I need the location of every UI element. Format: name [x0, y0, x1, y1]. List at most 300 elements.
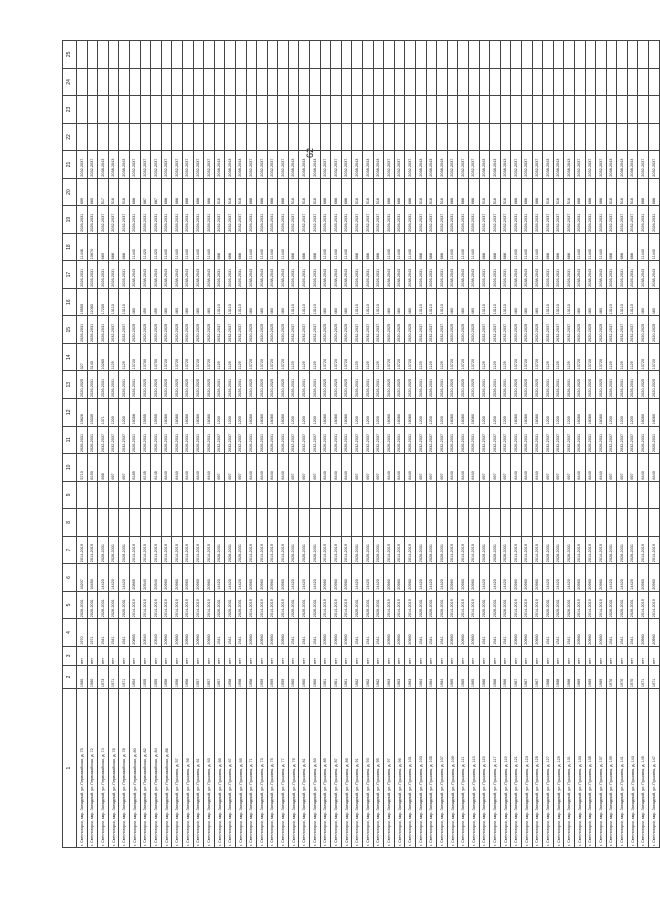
value-cell — [511, 509, 522, 537]
value-cell: 2032-2037 — [405, 151, 416, 179]
value-cell: 2032-2037 — [172, 151, 183, 179]
value-cell — [437, 96, 448, 124]
value-cell — [574, 96, 585, 124]
table-row — [193, 41, 204, 848]
value-cell: 2026-2031 — [140, 206, 151, 234]
value-cell — [617, 509, 628, 537]
year-cell: 1961 — [331, 665, 342, 688]
value-cell: 2014-2019 — [511, 591, 522, 619]
value-cell — [310, 509, 321, 537]
value-cell: 2032-2037 — [606, 426, 617, 454]
value-cell — [341, 509, 352, 537]
value-cell: 2020-2025 — [532, 371, 543, 399]
value-cell: 2020-2025 — [649, 316, 660, 344]
value-cell — [532, 68, 543, 96]
value-cell: 2014-2019 — [447, 591, 458, 619]
value-cell — [426, 41, 437, 69]
value-cell: 688 — [532, 178, 543, 206]
value-cell — [394, 123, 405, 151]
value-cell: 2014-2019 — [320, 536, 331, 564]
value-cell: 8440 — [394, 454, 405, 482]
column-number-cell: 17 — [63, 261, 77, 289]
value-cell: 13110 — [617, 288, 628, 316]
value-cell: 2032-2037 — [98, 426, 109, 454]
value-cell: 2014-2019 — [129, 591, 140, 619]
year-cell: 1965 — [447, 665, 458, 688]
value-cell: 688 — [161, 178, 172, 206]
value-cell: 2026-2031 — [394, 426, 405, 454]
value-cell: 2032-2037 — [490, 426, 501, 454]
value-cell — [638, 68, 649, 96]
status-cell: нет — [543, 646, 554, 665]
value-cell: 688 — [299, 233, 310, 261]
value-cell — [204, 68, 215, 96]
value-cell — [574, 41, 585, 69]
value-cell: 1541 — [108, 619, 119, 647]
value-cell: 688 — [437, 233, 448, 261]
value-cell: 2032-2037 — [479, 426, 490, 454]
column-number-row — [63, 41, 77, 848]
value-cell: 2026-2031 — [310, 371, 321, 399]
value-cell — [458, 41, 469, 69]
value-cell — [606, 96, 617, 124]
value-cell: 688 — [278, 178, 289, 206]
value-cell: 516 — [500, 178, 511, 206]
value-cell: 19559 — [77, 288, 88, 316]
value-cell: 688 — [193, 178, 204, 206]
value-cell: 8440 — [521, 454, 532, 482]
value-cell: 2032-2037 — [320, 151, 331, 179]
value-cell: 2026-2031 — [151, 206, 162, 234]
value-cell: 2020-2025 — [405, 316, 416, 344]
value-cell: 460 — [649, 288, 660, 316]
value-cell: 2032-2037 — [235, 206, 246, 234]
value-cell: 697 — [235, 454, 246, 482]
value-cell: 16060 — [511, 399, 522, 427]
value-cell: 516 — [606, 178, 617, 206]
value-cell: 2020-2025 — [193, 316, 204, 344]
value-cell: 1200 — [119, 399, 130, 427]
value-cell: 2026-2031 — [500, 591, 511, 619]
column-number-cell: 4 — [63, 619, 77, 647]
value-cell: 2038-2043 — [172, 261, 183, 289]
address-cell: г. Светлогорск, мкр. Западный, ул. Пушкина, д. 77 — [278, 689, 289, 848]
value-cell: 11440 — [585, 233, 596, 261]
value-cell: 2014-2019 — [257, 536, 268, 564]
value-cell: 2020-2025 — [394, 316, 405, 344]
value-cell: 2026-2031 — [77, 206, 88, 234]
value-cell: 1541 — [214, 619, 225, 647]
value-cell: 2014-2019 — [649, 591, 660, 619]
value-cell: 13720 — [521, 343, 532, 371]
status-cell: нет — [341, 646, 352, 665]
status-cell: нет — [87, 646, 98, 665]
value-cell: 2014-2019 — [140, 591, 151, 619]
value-cell — [363, 123, 374, 151]
value-cell: 2020-2025 — [468, 371, 479, 399]
value-cell: 2032-2037 — [214, 426, 225, 454]
value-cell — [119, 481, 130, 509]
value-cell — [426, 509, 437, 537]
value-cell: 13720 — [246, 343, 257, 371]
value-cell: 13110 — [373, 288, 384, 316]
value-cell: 13110 — [214, 288, 225, 316]
value-cell — [278, 481, 289, 509]
value-cell: 8440 — [384, 454, 395, 482]
value-cell — [437, 481, 448, 509]
value-cell: 2020-2025 — [182, 316, 193, 344]
value-cell: 20960 — [331, 564, 342, 592]
value-cell: 2026-2031 — [416, 371, 427, 399]
value-cell: 516 — [437, 178, 448, 206]
value-cell: 2032-2037 — [553, 426, 564, 454]
address-cell: г. Светлогорск, мкр. Западный, ул. Пушкина, д. 101 — [405, 689, 416, 848]
value-cell — [151, 481, 162, 509]
value-cell: 2032-2037 — [627, 426, 638, 454]
value-cell: 2032-2037 — [257, 151, 268, 179]
value-cell: 8440 — [246, 454, 257, 482]
value-cell — [521, 96, 532, 124]
value-cell: 2026-2031 — [479, 536, 490, 564]
value-cell: 2038-2043 — [384, 261, 395, 289]
value-cell — [416, 481, 427, 509]
value-cell: 14420 — [564, 564, 575, 592]
value-cell: 14420 — [617, 564, 628, 592]
value-cell: 2038-2043 — [617, 151, 628, 179]
value-cell: 8440 — [447, 454, 458, 482]
value-cell: 13110 — [627, 288, 638, 316]
value-cell: 2032-2037 — [108, 316, 119, 344]
value-cell: 2038-2043 — [532, 261, 543, 289]
value-cell: 2026-2031 — [490, 536, 501, 564]
value-cell — [288, 481, 299, 509]
value-cell: 460 — [257, 288, 268, 316]
value-cell — [182, 123, 193, 151]
value-cell: 2038-2043 — [288, 151, 299, 179]
value-cell: 2026-2031 — [426, 536, 437, 564]
status-cell: нет — [278, 646, 289, 665]
value-cell — [617, 123, 628, 151]
value-cell: 2038-2043 — [511, 261, 522, 289]
value-cell: 2032-2037 — [352, 206, 363, 234]
value-cell: 1200 — [490, 399, 501, 427]
value-cell: 14420 — [108, 564, 119, 592]
value-cell: 2014-2019 — [246, 536, 257, 564]
value-cell — [151, 123, 162, 151]
value-cell: 688 — [458, 178, 469, 206]
table-row — [373, 41, 384, 848]
status-cell: нет — [204, 646, 215, 665]
value-cell: 1541 — [363, 619, 374, 647]
value-cell: 2014-2019 — [585, 536, 596, 564]
value-cell — [129, 41, 140, 69]
value-cell — [437, 68, 448, 96]
status-cell: нет — [394, 646, 405, 665]
address-cell: г. Светлогорск, мкр. Западный, ул. Пушкина, д. 133 — [574, 689, 585, 848]
value-cell — [416, 123, 427, 151]
value-cell: 2032-2037 — [596, 151, 607, 179]
status-cell: нет — [288, 646, 299, 665]
value-cell: 2020-2025 — [278, 371, 289, 399]
value-cell: 8440 — [278, 454, 289, 482]
value-cell — [129, 68, 140, 96]
value-cell: 13720 — [405, 343, 416, 371]
value-cell: 8440 — [257, 454, 268, 482]
value-cell: 13720 — [511, 343, 522, 371]
value-cell — [553, 481, 564, 509]
status-cell: нет — [161, 646, 172, 665]
address-cell: г. Светлогорск, мкр. Западный, ул. Пушкина, д. 61 — [193, 689, 204, 848]
value-cell: 516 — [416, 178, 427, 206]
value-cell — [151, 96, 162, 124]
table-row — [161, 41, 172, 848]
value-cell: 2038-2043 — [363, 151, 374, 179]
value-cell — [352, 509, 363, 537]
value-cell: 460 — [267, 288, 278, 316]
value-cell: 11440 — [638, 233, 649, 261]
value-cell — [617, 41, 628, 69]
value-cell: 2026-2031 — [310, 261, 321, 289]
value-cell: 11440 — [468, 233, 479, 261]
value-cell: 20960 — [638, 564, 649, 592]
value-cell — [479, 41, 490, 69]
value-cell: 8440 — [161, 454, 172, 482]
value-cell: 13720 — [458, 343, 469, 371]
value-cell — [257, 41, 268, 69]
value-cell: 2026-2031 — [235, 261, 246, 289]
value-cell: 1200 — [235, 399, 246, 427]
value-cell: 20960 — [574, 564, 585, 592]
value-cell: 2020-2025 — [246, 371, 257, 399]
value-cell — [214, 41, 225, 69]
address-cell: г. Светлогорск, мкр. Западный, ул. Пушкина, д. 97 — [384, 689, 395, 848]
value-cell: 1541 — [437, 619, 448, 647]
value-cell: 20960 — [532, 619, 543, 647]
value-cell: 2014-2019 — [151, 536, 162, 564]
value-cell — [447, 41, 458, 69]
value-cell: 688 — [384, 178, 395, 206]
column-number-cell: 21 — [63, 151, 77, 179]
value-cell: 13720 — [532, 343, 543, 371]
value-cell: 688 — [500, 233, 511, 261]
value-cell: 1200 — [310, 399, 321, 427]
value-cell: 2020-2025 — [447, 316, 458, 344]
value-cell: 13720 — [574, 343, 585, 371]
value-cell: 16060 — [161, 399, 172, 427]
value-cell: 11440 — [278, 233, 289, 261]
value-cell: 2026-2031 — [98, 591, 109, 619]
column-number-cell: 20 — [63, 178, 77, 206]
value-cell: 2032-2037 — [532, 151, 543, 179]
value-cell — [161, 96, 172, 124]
value-cell: 2014-2019 — [638, 536, 649, 564]
value-cell: 2026-2031 — [596, 426, 607, 454]
value-cell: 1129 — [437, 343, 448, 371]
value-cell: 460 — [320, 288, 331, 316]
value-cell: 460 — [574, 288, 585, 316]
value-cell — [585, 509, 596, 537]
value-cell — [172, 68, 183, 96]
value-cell — [532, 509, 543, 537]
value-cell: 16060 — [267, 399, 278, 427]
value-cell: 460 — [596, 288, 607, 316]
value-cell: 688 — [288, 233, 299, 261]
value-cell: 2014-2019 — [532, 536, 543, 564]
table-row — [310, 41, 321, 848]
value-cell: 2026-2031 — [98, 316, 109, 344]
value-cell: 13110 — [119, 288, 130, 316]
status-cell: нет — [299, 646, 310, 665]
value-cell: 688 — [416, 233, 427, 261]
value-cell — [278, 123, 289, 151]
value-cell — [161, 41, 172, 69]
value-cell — [447, 68, 458, 96]
value-cell — [331, 41, 342, 69]
table-row — [214, 41, 225, 848]
value-cell: 2020-2025 — [394, 371, 405, 399]
value-cell: 16060 — [394, 399, 405, 427]
value-cell: 13110 — [416, 288, 427, 316]
year-cell: 1966 — [479, 665, 490, 688]
status-cell: нет — [98, 646, 109, 665]
value-cell: 2026-2031 — [416, 536, 427, 564]
value-cell: 2038-2043 — [500, 151, 511, 179]
value-cell: 516 — [543, 178, 554, 206]
address-cell: г. Светлогорск, мкр. Западный, ул. Первомайская, д. 76 — [108, 689, 119, 848]
value-cell: 2032-2037 — [606, 206, 617, 234]
value-cell: 688 — [394, 178, 405, 206]
value-cell: 13720 — [447, 343, 458, 371]
value-cell — [511, 68, 522, 96]
value-cell: 2032-2037 — [108, 426, 119, 454]
value-cell: 2026-2031 — [500, 261, 511, 289]
year-cell: 1965 — [458, 665, 469, 688]
value-cell: 2026-2031 — [119, 536, 130, 564]
value-cell: 688 — [405, 178, 416, 206]
value-cell — [108, 41, 119, 69]
value-cell: 699 — [77, 178, 88, 206]
value-cell — [108, 123, 119, 151]
value-cell — [426, 68, 437, 96]
value-cell: 1200 — [108, 399, 119, 427]
year-cell: 1970 — [617, 665, 628, 688]
value-cell — [182, 68, 193, 96]
value-cell: 2032-2037 — [627, 316, 638, 344]
address-cell: г. Светлогорск, мкр. Западный, ул. Пушкина, д. 99 — [394, 689, 405, 848]
value-cell: 1541 — [225, 619, 236, 647]
value-cell: 2020-2025 — [458, 316, 469, 344]
value-cell: 11440 — [405, 233, 416, 261]
value-cell: 14420 — [225, 564, 236, 592]
value-cell — [564, 41, 575, 69]
value-cell: 460 — [193, 288, 204, 316]
value-cell — [172, 96, 183, 124]
value-cell — [257, 481, 268, 509]
value-cell — [384, 41, 395, 69]
value-cell: 2032-2037 — [543, 426, 554, 454]
status-cell: нет — [384, 646, 395, 665]
value-cell: 2014-2019 — [638, 591, 649, 619]
value-cell: 14420 — [235, 564, 246, 592]
value-cell: 10670 — [87, 233, 98, 261]
value-cell: 1541 — [553, 619, 564, 647]
value-cell: 2020-2025 — [320, 371, 331, 399]
value-cell: 460 — [182, 288, 193, 316]
value-cell: 1129 — [617, 343, 628, 371]
value-cell — [426, 96, 437, 124]
value-cell: 2026-2031 — [129, 206, 140, 234]
value-cell: 2032-2037 — [161, 151, 172, 179]
value-cell: 8145 — [151, 454, 162, 482]
value-cell: 8440 — [204, 454, 215, 482]
value-cell: 1200 — [553, 399, 564, 427]
status-cell: нет — [532, 646, 543, 665]
value-cell — [521, 68, 532, 96]
value-cell: 688 — [574, 178, 585, 206]
value-cell: 20960 — [585, 564, 596, 592]
value-cell: 2032-2037 — [214, 316, 225, 344]
value-cell: 2032-2037 — [331, 151, 342, 179]
value-cell: 2020-2025 — [447, 371, 458, 399]
year-cell: 1957 — [204, 665, 215, 688]
value-cell: 2026-2031 — [108, 591, 119, 619]
value-cell: 2032-2037 — [553, 206, 564, 234]
value-cell: 2026-2031 — [447, 206, 458, 234]
value-cell: 2032-2037 — [299, 426, 310, 454]
value-cell: 688 — [204, 178, 215, 206]
value-cell: 688 — [331, 178, 342, 206]
value-cell: 688 — [182, 178, 193, 206]
value-cell: 16060 — [204, 399, 215, 427]
table-row — [468, 41, 479, 848]
value-cell — [98, 123, 109, 151]
value-cell: 2026-2031 — [479, 371, 490, 399]
value-cell: 13720 — [649, 343, 660, 371]
value-cell — [310, 481, 321, 509]
value-cell: 14420 — [299, 564, 310, 592]
value-cell — [511, 481, 522, 509]
value-cell: 14420 — [98, 564, 109, 592]
value-cell: 2038-2043 — [193, 261, 204, 289]
value-cell: 13720 — [585, 343, 596, 371]
value-cell: 2038-2043 — [246, 261, 257, 289]
value-cell — [108, 509, 119, 537]
address-cell: г. Светлогорск, мкр. Западный, ул. Пушкина, д. 93 — [363, 689, 374, 848]
value-cell — [193, 509, 204, 537]
value-cell — [214, 509, 225, 537]
table-row — [617, 41, 628, 848]
value-cell: 1541 — [606, 619, 617, 647]
value-cell: 2014-2019 — [596, 591, 607, 619]
table-row — [564, 41, 575, 848]
value-cell — [193, 123, 204, 151]
column-number-cell: 2 — [63, 665, 77, 688]
value-cell — [310, 96, 321, 124]
status-cell: нет — [108, 646, 119, 665]
value-cell: 2026-2031 — [172, 206, 183, 234]
value-cell — [606, 41, 617, 69]
value-cell: 2014-2019 — [331, 591, 342, 619]
table-row — [352, 41, 363, 848]
value-cell: 2026-2031 — [649, 206, 660, 234]
value-cell: 2026-2031 — [320, 426, 331, 454]
value-cell: 2032-2037 — [204, 151, 215, 179]
value-cell: 2026-2031 — [352, 536, 363, 564]
value-cell: 2026-2031 — [204, 426, 215, 454]
year-cell: 1958 — [235, 665, 246, 688]
value-cell: 2026-2031 — [553, 371, 564, 399]
value-cell: 14420 — [352, 564, 363, 592]
